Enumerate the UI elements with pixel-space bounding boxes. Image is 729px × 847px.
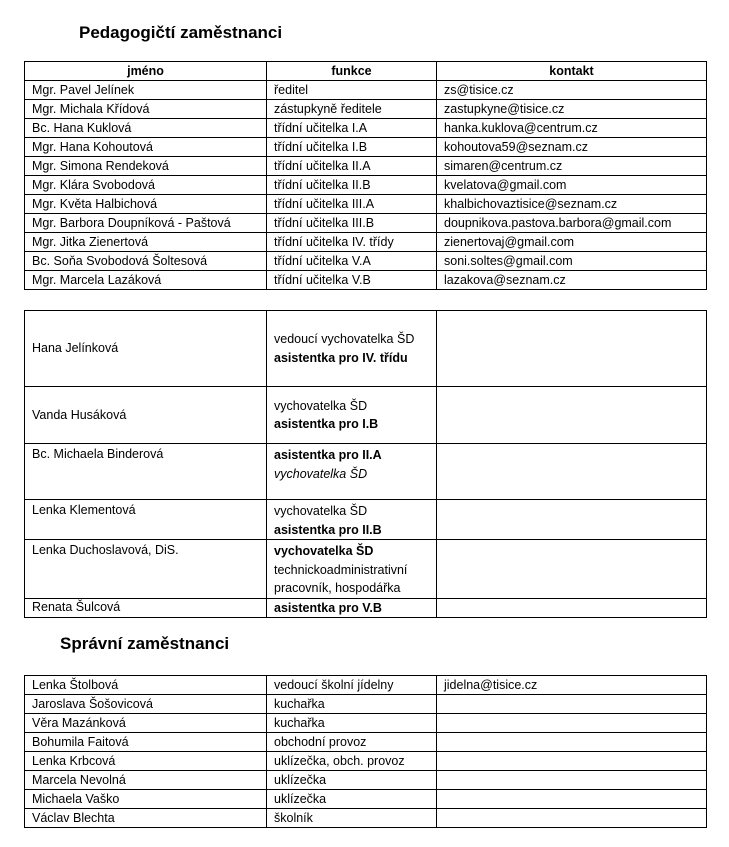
staff-name: Michaela Vaško <box>25 790 267 809</box>
table-row <box>25 81 707 100</box>
assistants-table <box>24 310 707 618</box>
staff-function <box>267 540 437 599</box>
staff-contact: zs@tisice.cz <box>437 81 707 100</box>
function-line: vychovatelka ŠD <box>274 466 368 481</box>
staff-name: Mgr. Simona Rendeková <box>25 157 267 176</box>
table-row <box>25 138 707 157</box>
table-row <box>25 733 707 752</box>
staff-name: Bohumila Faitová <box>25 733 267 752</box>
staff-contact: jidelna@tisice.cz <box>437 676 707 695</box>
table-row <box>25 540 707 599</box>
staff-name: Bc. Michaela Binderová <box>25 444 267 500</box>
table-row <box>25 500 707 540</box>
staff-contact <box>437 809 707 828</box>
function-line: vychovatelka ŠD <box>274 544 374 558</box>
table-row <box>25 387 707 444</box>
table-row <box>25 233 707 252</box>
staff-function: třídní učitelka III.A <box>267 195 437 214</box>
table-row <box>25 598 707 618</box>
table-row <box>25 157 707 176</box>
staff-function <box>267 500 437 540</box>
staff-function: školník <box>267 809 437 828</box>
staff-contact: khalbichovaztisice@seznam.cz <box>437 195 707 214</box>
staff-function: kuchařka <box>267 695 437 714</box>
table-row <box>25 790 707 809</box>
staff-name: Bc. Hana Kuklová <box>25 119 267 138</box>
staff-name: Mgr. Marcela Lazáková <box>25 271 267 290</box>
staff-contact: simaren@centrum.cz <box>437 157 707 176</box>
staff-name: Mgr. Klára Svobodová <box>25 176 267 195</box>
staff-function: uklízečka <box>267 771 437 790</box>
staff-function: kuchařka <box>267 714 437 733</box>
staff-function: třídní učitelka I.A <box>267 119 437 138</box>
staff-contact <box>437 540 707 599</box>
staff-function: třídní učitelka III.B <box>267 214 437 233</box>
staff-function <box>267 311 437 387</box>
staff-contact <box>437 311 707 387</box>
staff-contact <box>437 790 707 809</box>
staff-name: Mgr. Květa Halbichová <box>25 195 267 214</box>
function-line: technickoadministrativní <box>274 562 408 577</box>
staff-name: Renata Šulcová <box>25 598 267 618</box>
function-line: asistentka pro II.B <box>274 522 382 537</box>
staff-contact: lazakova@seznam.cz <box>437 271 707 290</box>
table-row <box>25 100 707 119</box>
staff-contact <box>437 444 707 500</box>
table-row <box>25 752 707 771</box>
table-row <box>25 195 707 214</box>
staff-contact <box>437 598 707 618</box>
administrative-staff-table <box>24 675 707 828</box>
staff-name: Mgr. Michala Křídová <box>25 100 267 119</box>
staff-function: zástupkyně ředitele <box>267 100 437 119</box>
staff-name: Mgr. Barbora Doupníková - Paštová <box>25 214 267 233</box>
function-line: vedoucí vychovatelka ŠD <box>274 332 415 346</box>
staff-contact <box>437 733 707 752</box>
staff-contact: hanka.kuklova@centrum.cz <box>437 119 707 138</box>
staff-contact: zienertovaj@gmail.com <box>437 233 707 252</box>
staff-function <box>267 598 437 618</box>
staff-function <box>267 387 437 444</box>
table-row <box>25 676 707 695</box>
staff-function: třídní učitelka V.A <box>267 252 437 271</box>
staff-function: třídní učitelka II.A <box>267 157 437 176</box>
staff-name: Hana Jelínková <box>25 311 267 387</box>
staff-contact <box>437 695 707 714</box>
staff-contact <box>437 771 707 790</box>
staff-contact <box>437 752 707 771</box>
function-line: vychovatelka ŠD <box>274 398 368 413</box>
staff-contact: kohoutova59@seznam.cz <box>437 138 707 157</box>
pedagogical-staff-table <box>24 61 707 290</box>
function-line: vychovatelka ŠD <box>274 504 368 518</box>
staff-contact: zastupkyne@tisice.cz <box>437 100 707 119</box>
function-line: asistentka pro V.B <box>274 600 382 615</box>
staff-function: ředitel <box>267 81 437 100</box>
staff-name: Václav Blechta <box>25 809 267 828</box>
table-row <box>25 119 707 138</box>
staff-function: třídní učitelka IV. třídy <box>267 233 437 252</box>
table-row <box>25 311 707 387</box>
table-header-row <box>25 62 707 81</box>
function-line: asistentka pro IV. třídu <box>274 350 408 365</box>
staff-name: Lenka Krbcová <box>25 752 267 771</box>
staff-function: třídní učitelka II.B <box>267 176 437 195</box>
staff-function: třídní učitelka V.B <box>267 271 437 290</box>
staff-name: Mgr. Hana Kohoutová <box>25 138 267 157</box>
staff-contact: kvelatova@gmail.com <box>437 176 707 195</box>
table-row <box>25 809 707 828</box>
function-line: asistentka pro II.A <box>274 448 382 462</box>
staff-name: Mgr. Pavel Jelínek <box>25 81 267 100</box>
table-row <box>25 214 707 233</box>
staff-contact <box>437 387 707 444</box>
function-line: asistentka pro I.B <box>274 417 379 431</box>
staff-name: Lenka Klementová <box>25 500 267 540</box>
column-header-function: funkce <box>267 62 437 81</box>
staff-function <box>267 444 437 500</box>
staff-name: Mgr. Jitka Zienertová <box>25 233 267 252</box>
staff-contact <box>437 714 707 733</box>
function-line: pracovník, hospodářka <box>274 581 401 595</box>
column-header-contact: kontakt <box>437 62 707 81</box>
staff-name: Vanda Husáková <box>25 387 267 444</box>
staff-function: uklízečka, obch. provoz <box>267 752 437 771</box>
staff-name: Jaroslava Šošovicová <box>25 695 267 714</box>
table-row <box>25 444 707 500</box>
table-row <box>25 771 707 790</box>
table-row <box>25 252 707 271</box>
staff-function: vedoucí školní jídelny <box>267 676 437 695</box>
section-heading-administrative: Správní zaměstnanci <box>60 634 230 653</box>
column-header-name: jméno <box>25 62 267 81</box>
staff-name: Věra Mazánková <box>25 714 267 733</box>
staff-contact <box>437 500 707 540</box>
staff-name: Lenka Duchoslavová, DiS. <box>25 540 267 599</box>
table-row <box>25 271 707 290</box>
table-row <box>25 695 707 714</box>
table-row <box>25 176 707 195</box>
staff-name: Lenka Štolbová <box>25 676 267 695</box>
section-heading-pedagogical: Pedagogičtí zaměstnanci <box>79 23 283 42</box>
staff-contact: soni.soltes@gmail.com <box>437 252 707 271</box>
table-row <box>25 714 707 733</box>
staff-function: třídní učitelka I.B <box>267 138 437 157</box>
staff-function: obchodní provoz <box>267 733 437 752</box>
staff-name: Bc. Soňa Svobodová Šoltesová <box>25 252 267 271</box>
staff-name: Marcela Nevolná <box>25 771 267 790</box>
staff-contact: doupnikova.pastova.barbora@gmail.com <box>437 214 707 233</box>
staff-function: uklízečka <box>267 790 437 809</box>
